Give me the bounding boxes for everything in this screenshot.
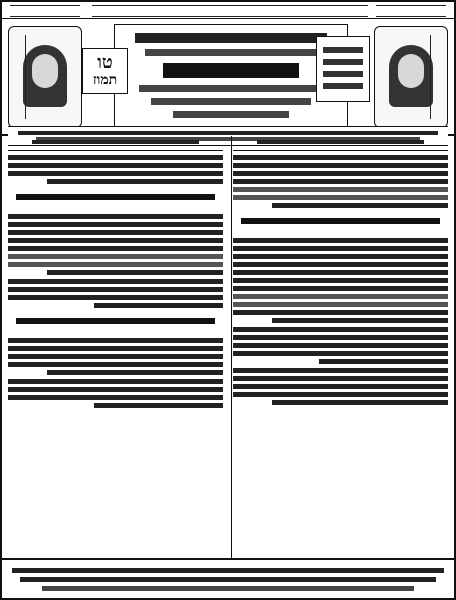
right-paragraph-1 xyxy=(233,155,448,208)
right-portrait-scroll xyxy=(374,26,448,128)
left-paragraph-3 xyxy=(8,279,223,308)
right-column-header xyxy=(233,136,448,151)
left-column xyxy=(8,136,223,564)
left-scroll-caption xyxy=(13,35,26,119)
title-line-1 xyxy=(135,33,327,43)
right-paragraph-3 xyxy=(233,327,448,364)
top-strip-right-text xyxy=(376,5,446,17)
info-box xyxy=(316,36,370,102)
info-line-4 xyxy=(323,83,363,89)
info-line-2 xyxy=(323,59,363,65)
top-strip-left-text xyxy=(10,5,80,17)
left-paragraph-5 xyxy=(8,379,223,408)
subtitle-line-3 xyxy=(173,111,289,118)
subtitle-line-2 xyxy=(151,98,311,105)
title-line-2 xyxy=(145,49,317,56)
date-badge xyxy=(82,48,128,94)
right-portrait-image xyxy=(389,45,433,107)
right-paragraph-4 xyxy=(233,368,448,405)
right-scroll-caption xyxy=(430,35,443,119)
info-line-3 xyxy=(323,71,363,77)
subtitle-line-1 xyxy=(139,85,323,92)
title-panel xyxy=(114,24,348,130)
top-strip xyxy=(2,2,454,19)
footer-note xyxy=(2,558,454,598)
right-paragraph-2 xyxy=(233,238,448,323)
date-day: טו xyxy=(97,52,113,74)
left-section-title-1 xyxy=(8,190,223,206)
left-section-title-2 xyxy=(8,314,223,330)
footer-line-3 xyxy=(42,586,414,591)
info-line-1 xyxy=(323,47,363,53)
left-paragraph-2 xyxy=(8,214,223,275)
left-column-header xyxy=(8,136,223,151)
main-content xyxy=(8,136,448,564)
left-paragraph-4 xyxy=(8,338,223,375)
right-column xyxy=(233,136,448,564)
footer-line-1 xyxy=(12,568,444,573)
column-divider xyxy=(231,136,232,564)
main-title xyxy=(163,63,299,78)
left-paragraph-1 xyxy=(8,155,223,184)
footer-line-2 xyxy=(20,577,436,582)
right-section-title-1 xyxy=(233,214,448,230)
left-portrait-scroll xyxy=(8,26,82,128)
left-portrait-image xyxy=(23,45,67,107)
masthead xyxy=(2,18,454,136)
top-strip-center-text xyxy=(92,5,368,17)
banner-line-1 xyxy=(18,131,438,135)
date-month: תמוז xyxy=(92,72,118,89)
